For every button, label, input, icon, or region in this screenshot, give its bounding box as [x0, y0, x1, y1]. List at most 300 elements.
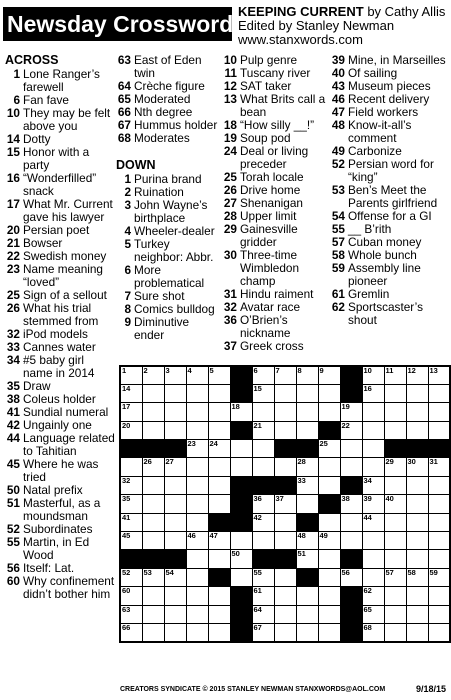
black-square: [340, 605, 362, 623]
grid-cell[interactable]: [362, 384, 384, 402]
grid-cell[interactable]: [296, 476, 318, 494]
grid-cell[interactable]: [120, 568, 142, 586]
grid-cell[interactable]: [186, 568, 208, 586]
grid-cell[interactable]: [186, 532, 208, 550]
cell-number: 14: [122, 383, 131, 393]
clue-number: 25: [6, 288, 20, 302]
grid-cell[interactable]: [318, 403, 340, 421]
grid-cell[interactable]: [252, 495, 274, 513]
grid-cell[interactable]: [362, 421, 384, 439]
grid-cell[interactable]: [296, 587, 318, 605]
grid-cell[interactable]: [362, 623, 384, 641]
grid-row: [120, 495, 450, 513]
cell-number: 27: [165, 457, 174, 467]
grid-cell[interactable]: [428, 421, 450, 439]
grid-cell[interactable]: [362, 366, 384, 384]
grid-cell[interactable]: [406, 384, 428, 402]
cell-number: 10: [363, 366, 372, 375]
cell-number: 58: [407, 567, 416, 577]
grid-cell[interactable]: [428, 458, 450, 476]
grid-cell[interactable]: [186, 440, 208, 458]
clue-number: 46: [331, 92, 345, 106]
cell-number: 4: [187, 366, 192, 375]
grid-cell[interactable]: [142, 532, 164, 550]
grid-cell[interactable]: [274, 495, 296, 513]
grid-cell[interactable]: [142, 587, 164, 605]
grid-cell[interactable]: [384, 513, 406, 531]
grid-cell[interactable]: [208, 476, 230, 494]
clue-number: 32: [223, 300, 237, 314]
grid-cell[interactable]: [208, 421, 230, 439]
cell-number: 57: [385, 567, 394, 577]
clue-text: They may be felt above you: [23, 106, 111, 133]
grid-cell[interactable]: [230, 403, 252, 421]
black-square: [274, 550, 296, 568]
black-square: [230, 605, 252, 623]
grid-cell[interactable]: [208, 623, 230, 641]
grid-cell[interactable]: [318, 605, 340, 623]
grid-cell[interactable]: [340, 568, 362, 586]
black-square: [384, 440, 406, 458]
cell-number: 7: [275, 366, 280, 375]
grid-row: [120, 550, 450, 568]
grid-cell[interactable]: [362, 550, 384, 568]
clue-text: Moderates: [134, 131, 190, 145]
grid-cell[interactable]: [120, 605, 142, 623]
grid-cell[interactable]: [252, 513, 274, 531]
grid-cell[interactable]: [384, 403, 406, 421]
clue-text: Wheeler-dealer: [134, 224, 215, 238]
grid-cell[interactable]: [340, 403, 362, 421]
grid-cell[interactable]: [384, 366, 406, 384]
clue-number: 43: [331, 79, 345, 93]
grid-cell[interactable]: [274, 623, 296, 641]
clue-number: 3: [124, 198, 131, 212]
grid-cell[interactable]: [296, 532, 318, 550]
grid-cell[interactable]: [318, 532, 340, 550]
grid-cell[interactable]: [120, 421, 142, 439]
clue-text: Turkey neighbor: Abbr.: [134, 237, 214, 264]
clue-number: 9: [124, 315, 131, 329]
cell-number: 55: [253, 567, 262, 577]
clue-text: Hummus holder: [134, 118, 218, 132]
clue-number: 62: [331, 300, 345, 314]
grid-cell[interactable]: [186, 587, 208, 605]
grid-cell[interactable]: [428, 513, 450, 531]
grid-cell[interactable]: [164, 495, 186, 513]
grid-cell[interactable]: [274, 587, 296, 605]
grid-cell[interactable]: [142, 366, 164, 384]
grid-cell[interactable]: [406, 513, 428, 531]
clue: [222, 340, 328, 353]
clue-number: 40: [331, 66, 345, 80]
clue-text: Persian word for “king”: [348, 157, 434, 184]
clue-text: Sure shot: [134, 289, 185, 303]
grid-cell[interactable]: [384, 550, 406, 568]
clue-column-4: [330, 54, 449, 327]
cell-number: 12: [407, 366, 416, 375]
grid-cell[interactable]: [296, 384, 318, 402]
grid-cell[interactable]: [340, 421, 362, 439]
grid-cell[interactable]: [384, 623, 406, 641]
clue-number: 59: [331, 261, 345, 275]
black-square: [296, 513, 318, 531]
grid-cell[interactable]: [252, 623, 274, 641]
cell-number: 25: [319, 439, 328, 449]
grid-cell[interactable]: [164, 513, 186, 531]
grid-cell[interactable]: [164, 587, 186, 605]
clue-number: 63: [117, 53, 131, 67]
clue-number: 52: [6, 522, 20, 536]
grid-cell[interactable]: [230, 550, 252, 568]
grid-cell[interactable]: [208, 366, 230, 384]
clue-number: 44: [6, 431, 20, 445]
clue-number: 41: [6, 405, 20, 419]
grid-cell[interactable]: [318, 513, 340, 531]
grid-cell[interactable]: [186, 623, 208, 641]
grid-cell[interactable]: [274, 366, 296, 384]
grid-cell[interactable]: [340, 532, 362, 550]
clue-text: Assembly line pioneer: [348, 261, 421, 288]
grid-cell[interactable]: [208, 587, 230, 605]
grid-cell[interactable]: [186, 605, 208, 623]
grid-cell[interactable]: [362, 458, 384, 476]
grid-cell[interactable]: [164, 366, 186, 384]
grid-cell[interactable]: [120, 458, 142, 476]
clue-text: Hindu raiment: [240, 287, 314, 301]
grid-cell[interactable]: [208, 532, 230, 550]
grid-cell[interactable]: [406, 476, 428, 494]
grid-cell[interactable]: [164, 458, 186, 476]
grid-cell[interactable]: [252, 421, 274, 439]
clue-text: Natal prefix: [23, 483, 83, 497]
grid-row: [120, 458, 450, 476]
grid-cell[interactable]: [208, 458, 230, 476]
cell-number: 61: [253, 586, 262, 596]
grid-cell[interactable]: [186, 403, 208, 421]
grid-cell[interactable]: [428, 532, 450, 550]
clue-number: 7: [124, 289, 131, 303]
grid-cell[interactable]: [318, 440, 340, 458]
grid-cell[interactable]: [252, 532, 274, 550]
grid-cell[interactable]: [362, 532, 384, 550]
clue-text: Dotty: [23, 132, 51, 146]
grid-cell[interactable]: [164, 476, 186, 494]
clue-column-2: [116, 54, 222, 342]
black-square: [340, 550, 362, 568]
grid-cell[interactable]: [318, 623, 340, 641]
black-square: [296, 568, 318, 586]
grid-cell[interactable]: [208, 495, 230, 513]
grid-cell[interactable]: [252, 568, 274, 586]
grid-cell[interactable]: [384, 605, 406, 623]
grid-cell[interactable]: [208, 384, 230, 402]
clue-number: 31: [223, 287, 237, 301]
clue-number: 32: [6, 327, 20, 341]
clue-text: Comics bulldog: [134, 302, 215, 316]
grid-cell[interactable]: [120, 513, 142, 531]
grid-cell[interactable]: [362, 605, 384, 623]
grid-cell[interactable]: [120, 495, 142, 513]
grid-cell[interactable]: [406, 532, 428, 550]
grid-cell[interactable]: [406, 421, 428, 439]
clue-number: 1: [13, 67, 20, 81]
grid-cell[interactable]: [362, 495, 384, 513]
black-square: [120, 440, 142, 458]
grid-cell[interactable]: [142, 623, 164, 641]
grid-cell[interactable]: [142, 568, 164, 586]
grid-cell[interactable]: [252, 440, 274, 458]
grid-cell[interactable]: [384, 495, 406, 513]
grid-cell[interactable]: [274, 384, 296, 402]
grid-cell[interactable]: [164, 568, 186, 586]
grid-cell[interactable]: [142, 384, 164, 402]
clue-text: Name meaning “loved”: [23, 262, 103, 289]
clue-number: 48: [331, 118, 345, 132]
grid-cell[interactable]: [362, 403, 384, 421]
grid-cell[interactable]: [186, 495, 208, 513]
black-square: [164, 550, 186, 568]
cell-number: 33: [297, 475, 306, 485]
clue-text: Itself: Lat.: [23, 561, 75, 575]
clue-text: Know-it-all’s comment: [348, 118, 412, 145]
grid-cell[interactable]: [406, 366, 428, 384]
grid-cell[interactable]: [406, 587, 428, 605]
grid-cell[interactable]: [428, 403, 450, 421]
grid-cell[interactable]: [120, 532, 142, 550]
grid-cell[interactable]: [208, 440, 230, 458]
clue-text: Greek cross: [240, 339, 304, 353]
clue-text: Lone Ranger’s farewell: [23, 67, 100, 94]
grid-cell[interactable]: [164, 421, 186, 439]
grid-cell[interactable]: [208, 605, 230, 623]
grid-cell[interactable]: [274, 605, 296, 623]
grid-cell[interactable]: [296, 366, 318, 384]
cell-number: 45: [122, 531, 131, 541]
cell-number: 56: [341, 567, 350, 577]
clue: [330, 158, 449, 184]
clue-text: Sportscaster’s shout: [348, 300, 423, 327]
grid-cell[interactable]: [252, 403, 274, 421]
grid-cell[interactable]: [428, 568, 450, 586]
grid-cell[interactable]: [186, 513, 208, 531]
grid-cell[interactable]: [252, 366, 274, 384]
puzzle-title: Newsday Crossword: [3, 7, 232, 41]
grid-cell[interactable]: [164, 403, 186, 421]
grid-cell[interactable]: [164, 384, 186, 402]
grid-cell[interactable]: [318, 550, 340, 568]
clue-text: Where he was tried: [23, 457, 99, 484]
grid-cell[interactable]: [384, 587, 406, 605]
grid-cell[interactable]: [296, 623, 318, 641]
clue-number: 5: [124, 237, 131, 251]
grid-cell[interactable]: [208, 550, 230, 568]
cell-number: 16: [363, 383, 372, 393]
grid-cell[interactable]: [186, 476, 208, 494]
cell-number: 28: [297, 457, 306, 467]
clue-text: More problematical: [134, 263, 205, 290]
grid-cell[interactable]: [296, 458, 318, 476]
grid-cell[interactable]: [406, 605, 428, 623]
clue-number: 50: [6, 483, 20, 497]
grid-cell[interactable]: [296, 421, 318, 439]
grid-cell[interactable]: [252, 384, 274, 402]
clue-number: 4: [124, 224, 131, 238]
clue-text: John Wayne’s birthplace: [134, 198, 208, 225]
grid-cell[interactable]: [362, 440, 384, 458]
grid-cell[interactable]: [252, 458, 274, 476]
grid-cell[interactable]: [428, 587, 450, 605]
clue-text: Sundial numeral: [23, 405, 109, 419]
grid-cell[interactable]: [296, 495, 318, 513]
grid-cell[interactable]: [340, 440, 362, 458]
clue-number: 33: [6, 340, 20, 354]
black-square: [252, 550, 274, 568]
grid-cell[interactable]: [186, 366, 208, 384]
grid-cell[interactable]: [186, 384, 208, 402]
grid-cell[interactable]: [120, 366, 142, 384]
clue: [116, 199, 222, 225]
grid-cell[interactable]: [406, 403, 428, 421]
grid-cell[interactable]: [142, 458, 164, 476]
grid-cell[interactable]: [186, 550, 208, 568]
black-square: [230, 495, 252, 513]
black-square: [208, 568, 230, 586]
clue-number: 66: [117, 105, 131, 119]
grid-cell[interactable]: [340, 458, 362, 476]
grid-cell[interactable]: [208, 403, 230, 421]
grid-cell[interactable]: [120, 476, 142, 494]
clue-text: Bowser: [23, 236, 63, 250]
grid-cell[interactable]: [428, 495, 450, 513]
grid-cell[interactable]: [296, 550, 318, 568]
grid-cell[interactable]: [428, 605, 450, 623]
grid-cell[interactable]: [384, 476, 406, 494]
grid-cell[interactable]: [406, 550, 428, 568]
grid-cell[interactable]: [230, 458, 252, 476]
grid-cell[interactable]: [274, 458, 296, 476]
clue-text: Museum pieces: [348, 79, 431, 93]
clue-number: 8: [124, 302, 131, 316]
cell-number: 1: [122, 366, 127, 375]
black-square: [252, 476, 274, 494]
grid-cell[interactable]: [406, 623, 428, 641]
grid-cell[interactable]: [186, 458, 208, 476]
grid-cell[interactable]: [428, 476, 450, 494]
clue-text: Nth degree: [134, 105, 193, 119]
grid-cell[interactable]: [186, 421, 208, 439]
grid-cell[interactable]: [120, 587, 142, 605]
grid-cell[interactable]: [142, 421, 164, 439]
black-square: [230, 421, 252, 439]
grid-cell[interactable]: [164, 532, 186, 550]
grid-cell[interactable]: [120, 623, 142, 641]
grid-cell[interactable]: [164, 623, 186, 641]
grid-cell[interactable]: [384, 568, 406, 586]
grid-cell[interactable]: [384, 421, 406, 439]
clue-number: 25: [223, 170, 237, 184]
cell-number: 65: [363, 604, 372, 614]
grid-cell[interactable]: [340, 495, 362, 513]
cell-number: 50: [231, 549, 240, 559]
clue-number: 18: [223, 118, 237, 132]
grid-cell[interactable]: [252, 587, 274, 605]
grid-cell[interactable]: [340, 513, 362, 531]
website: www.stanxwords.com: [238, 32, 363, 47]
grid-cell[interactable]: [318, 384, 340, 402]
grid-cell[interactable]: [318, 587, 340, 605]
grid-cell[interactable]: [120, 403, 142, 421]
grid-cell[interactable]: [274, 513, 296, 531]
grid-cell[interactable]: [428, 384, 450, 402]
grid-cell[interactable]: [406, 568, 428, 586]
grid-cell[interactable]: [164, 605, 186, 623]
grid-cell[interactable]: [274, 421, 296, 439]
grid-cell[interactable]: [428, 623, 450, 641]
grid-cell[interactable]: [406, 458, 428, 476]
grid-cell[interactable]: [274, 532, 296, 550]
grid-cell[interactable]: [142, 403, 164, 421]
grid-cell[interactable]: [296, 605, 318, 623]
grid-cell[interactable]: [362, 513, 384, 531]
grid-cell[interactable]: [384, 458, 406, 476]
grid-cell[interactable]: [318, 476, 340, 494]
grid-cell[interactable]: [406, 495, 428, 513]
grid-cell[interactable]: [274, 568, 296, 586]
grid-cell[interactable]: [318, 568, 340, 586]
grid-cell[interactable]: [142, 513, 164, 531]
grid-cell[interactable]: [274, 403, 296, 421]
grid-cell[interactable]: [120, 384, 142, 402]
grid-cell[interactable]: [296, 403, 318, 421]
clue-number: 13: [223, 92, 237, 106]
clue-number: 54: [331, 209, 345, 223]
grid-cell[interactable]: [362, 587, 384, 605]
grid-cell[interactable]: [318, 458, 340, 476]
clue-number: 36: [223, 313, 237, 327]
editor: Edited by Stanley Newman: [238, 18, 395, 33]
grid-cell[interactable]: [362, 476, 384, 494]
grid-cell[interactable]: [230, 440, 252, 458]
grid-cell[interactable]: [362, 568, 384, 586]
cell-number: 29: [385, 457, 394, 467]
grid-cell[interactable]: [230, 568, 252, 586]
grid-cell[interactable]: [428, 550, 450, 568]
clue-number: 55: [331, 222, 345, 236]
cell-number: 11: [385, 366, 394, 375]
grid-cell[interactable]: [384, 384, 406, 402]
cell-number: 37: [275, 494, 284, 504]
grid-cell[interactable]: [428, 366, 450, 384]
clue: [330, 301, 449, 327]
clue: [222, 223, 328, 249]
grid-cell[interactable]: [252, 605, 274, 623]
grid-cell[interactable]: [318, 366, 340, 384]
grid-cell[interactable]: [384, 532, 406, 550]
grid-cell[interactable]: [142, 476, 164, 494]
clue-text: Honor with a party: [23, 145, 90, 172]
cell-number: 60: [122, 586, 131, 596]
cell-number: 42: [253, 512, 262, 522]
cell-number: 67: [253, 622, 262, 632]
grid-cell[interactable]: [142, 605, 164, 623]
grid-cell[interactable]: [230, 532, 252, 550]
grid-row: [120, 440, 450, 458]
black-square: [318, 421, 340, 439]
grid-cell[interactable]: [142, 495, 164, 513]
clue-number: 16: [6, 171, 20, 185]
black-square: [230, 366, 252, 384]
